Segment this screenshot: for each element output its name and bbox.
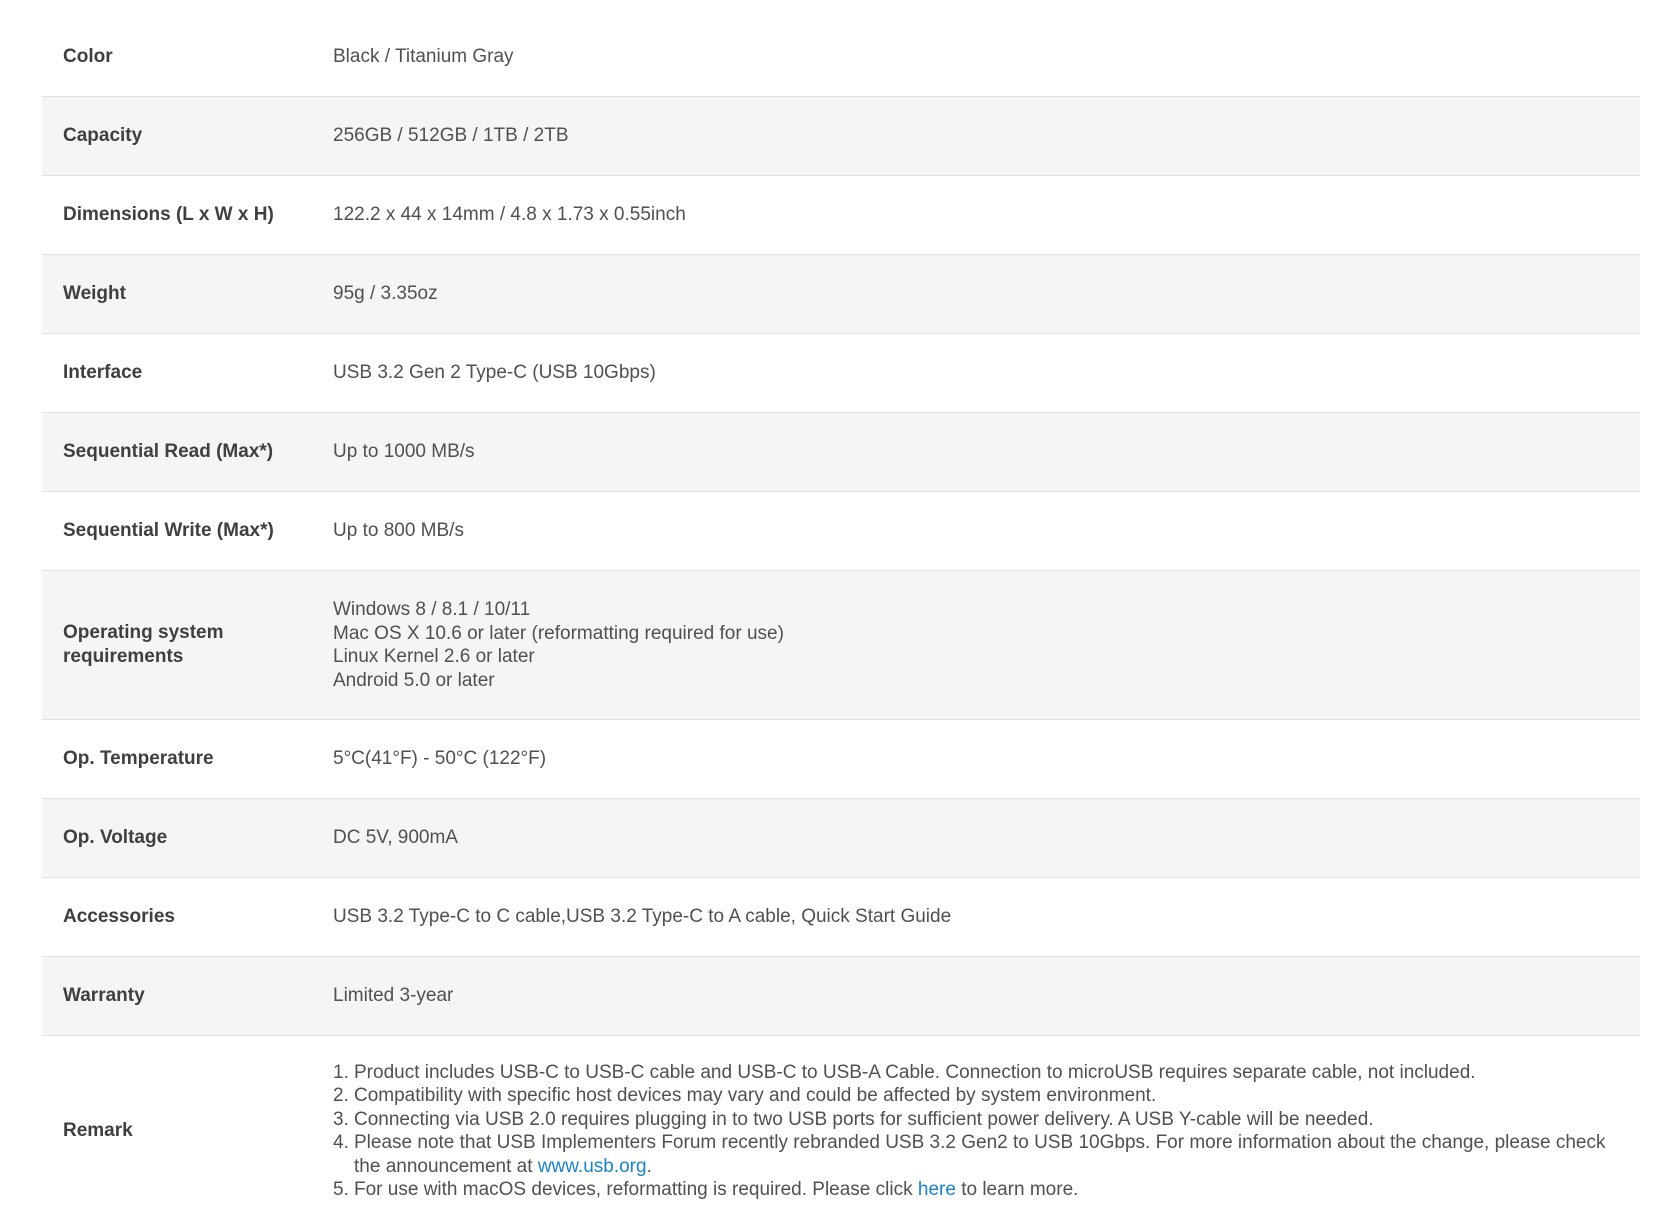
spec-label: Sequential Read (Max*) [63,441,274,462]
spec-value: DC 5V, 900mA [333,827,458,849]
spec-label: Weight [63,283,126,304]
remark-item [333,1178,1626,1202]
remark-text: Please note that USB Implementers Forum recently rebranded USB 3.2 Gen2 to USB 10Gbps. For more information about the change, please check the announcement at [354,1132,1606,1177]
spec-label: Capacity [63,125,143,146]
remark-number: 1. [333,1061,349,1083]
remark-number: 3. [333,1108,349,1130]
usb-org-link[interactable]: www.usb.org [537,1155,647,1177]
spec-value: USB 3.2 Gen 2 Type-C (USB 10Gbps) [333,362,656,384]
remark-list [333,1061,1626,1202]
spec-label: Accessories [63,906,175,927]
spec-label: Operating system requirements [63,622,224,667]
spec-row-os-requirements [42,571,1640,720]
os-line: Mac OS X 10.6 or later (reformatting required for use) [333,622,784,644]
spec-value: Black / Titanium Gray [333,46,514,68]
spec-row-sequential-read [42,413,1640,492]
spec-label: Op. Voltage [63,827,168,848]
remark-item [333,1108,1626,1132]
spec-table [42,18,1640,1226]
spec-label: Color [63,46,113,67]
spec-row-interface [42,334,1640,413]
remark-text: For use with macOS devices, reformatting is required. Please click [354,1179,918,1200]
remark-item [333,1131,1626,1178]
remark-item [333,1061,1626,1085]
remark-number: 2. [333,1085,349,1106]
spec-label: Sequential Write (Max*) [63,520,274,541]
spec-row-capacity [42,97,1640,176]
spec-value: 5°C(41°F) - 50°C (122°F) [333,748,547,770]
spec-row-dimensions [42,176,1640,255]
spec-value: USB 3.2 Type-C to C cable,USB 3.2 Type-C to A cable, Quick Start Guide [333,906,952,928]
os-line: Android 5.0 or later [333,669,495,691]
spec-row-sequential-write [42,492,1640,571]
remark-text: Connecting via USB 2.0 requires plugging in to two USB ports for sufficient power delivery. A USB Y-cable will be needed. [354,1108,1374,1130]
remark-item [333,1084,1626,1108]
spec-row-op-voltage [42,799,1640,878]
remark-text-suffix: . [646,1155,652,1177]
remark-text-suffix: to learn more. [955,1179,1079,1200]
spec-label: Dimensions (L x W x H) [63,204,274,225]
spec-label: Interface [63,362,143,383]
remark-number: 5. [333,1179,349,1200]
spec-row-op-temperature [42,720,1640,799]
spec-row-weight [42,255,1640,334]
spec-value [333,1061,1640,1202]
spec-value: Up to 800 MB/s [333,520,464,542]
spec-row-remark [42,1036,1640,1226]
spec-value: 122.2 x 44 x 14mm / 4.8 x 1.73 x 0.55inch [333,204,686,226]
os-line: Linux Kernel 2.6 or later [333,646,535,667]
os-line: Windows 8 / 8.1 / 10/11 [333,599,531,620]
spec-label: Warranty [63,985,145,1006]
spec-row-accessories [42,878,1640,957]
spec-value: 256GB / 512GB / 1TB / 2TB [333,125,569,147]
spec-row-color [42,18,1640,97]
remark-text: Compatibility with specific host devices may vary and could be affected by system environment. [354,1085,1157,1106]
spec-row-warranty [42,957,1640,1036]
remark-text: Product includes USB-C to USB-C cable and USB-C to USB-A Cable. Connection to microUSB requires separate cable, not included. [354,1061,1476,1083]
here-link[interactable]: here [917,1179,956,1200]
spec-label: Remark [63,1120,133,1141]
remark-number: 4. [333,1132,349,1153]
spec-label: Op. Temperature [63,748,214,769]
spec-value: Limited 3-year [333,985,454,1007]
spec-value [333,598,1640,692]
spec-value: 95g / 3.35oz [333,283,438,305]
spec-value: Up to 1000 MB/s [333,441,475,463]
